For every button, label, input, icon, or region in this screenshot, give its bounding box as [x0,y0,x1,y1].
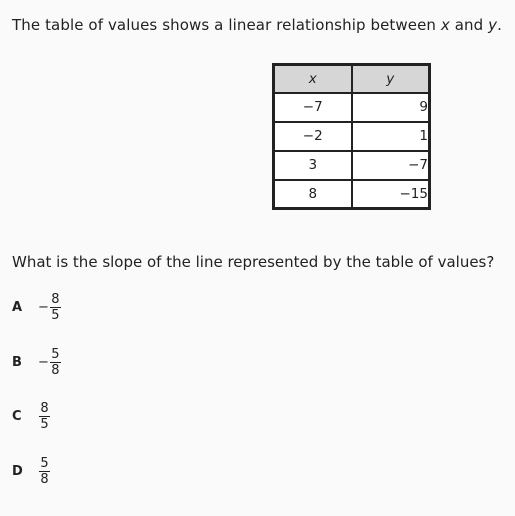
table-row [274,151,430,180]
fraction [39,456,50,487]
denominator: 8 [40,472,49,487]
header-x: x [274,65,352,93]
cell-x: 3 [274,151,352,180]
header-y: y [352,65,430,93]
fraction [50,292,61,323]
statement-text-middle: and [449,16,489,34]
cell-x: 8 [274,180,352,209]
problem-statement [12,16,502,34]
cell-y: 1 [352,122,430,151]
fraction [50,347,61,378]
cell-y: −15 [352,180,430,209]
table-row [274,93,430,122]
fraction [39,401,50,432]
cell-x: −2 [274,122,352,151]
table-row [274,180,430,209]
denominator: 5 [40,417,49,432]
numerator: 8 [40,401,49,416]
choice-d[interactable] [12,456,50,487]
denominator: 5 [51,308,60,323]
variable-y: y [488,16,498,34]
cell-y: −7 [352,151,430,180]
cell-y: 9 [352,93,430,122]
choice-a[interactable] [12,292,61,323]
table-header-row [274,65,430,93]
denominator: 8 [51,363,60,378]
minus-sign: − [38,300,49,315]
statement-text-after: . [497,16,502,34]
choice-letter: D [12,464,23,479]
table-row [274,122,430,151]
numerator: 5 [40,456,49,471]
numerator: 5 [51,347,60,362]
choice-c[interactable] [12,401,50,432]
statement-text-before: The table of values shows a linear relationship between [12,16,441,34]
question-text: What is the slope of the line represented by the table of values? [12,253,495,271]
choice-letter: B [12,355,22,370]
values-table [272,63,431,210]
variable-x: x [440,16,450,34]
numerator: 8 [51,292,60,307]
choice-b[interactable] [12,347,61,378]
choice-letter: C [12,409,22,424]
minus-sign: − [38,355,49,370]
choice-letter: A [12,300,23,315]
cell-x: −7 [274,93,352,122]
